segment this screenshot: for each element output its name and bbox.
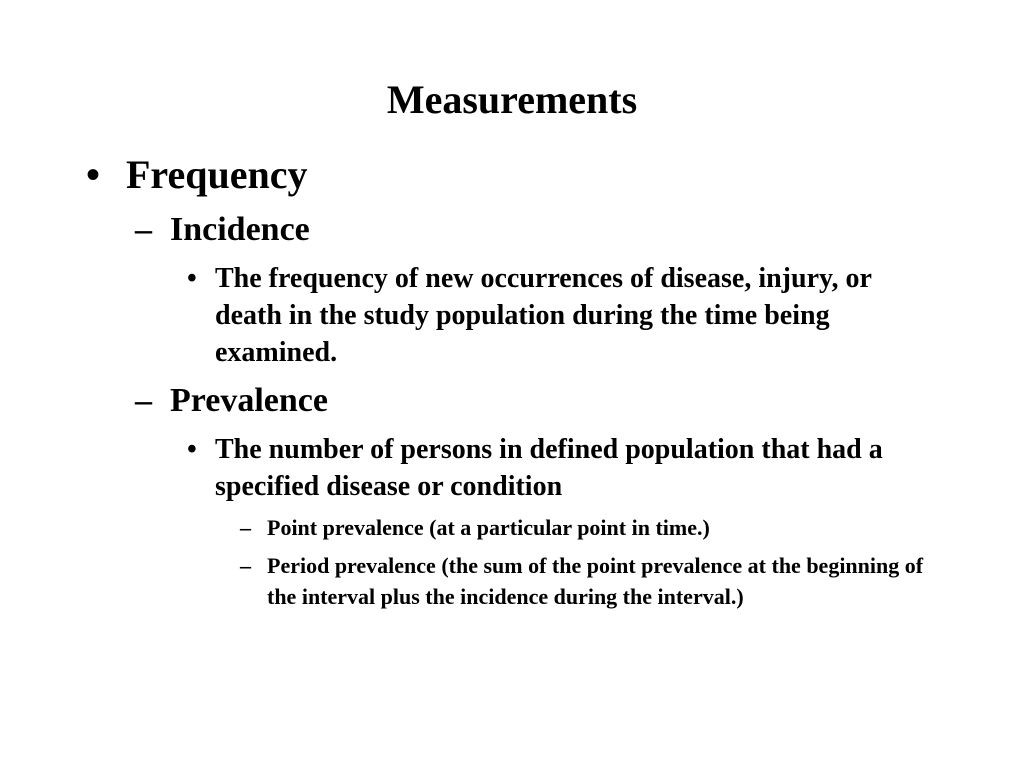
dash-marker: –: [240, 515, 251, 540]
dash-marker: –: [240, 553, 251, 578]
prevalence-definition-text: The number of persons in defined population that had a specified disease or condition: [215, 434, 883, 502]
bullet-marker: •: [86, 152, 101, 197]
bullet-prevalence-definition: [187, 431, 907, 505]
point-prevalence-text: Point prevalence (at a particular point in time.): [267, 515, 710, 540]
dash-marker: –: [135, 382, 152, 419]
dash-marker: –: [135, 211, 152, 248]
bullet-incidence-definition: [187, 260, 907, 371]
bullet-prevalence-text: Prevalence: [170, 382, 328, 419]
period-prevalence-text: Period prevalence (the sum of the point prevalence at the beginning of the interval plus the incidence during the interval.): [267, 553, 924, 609]
bullet-frequency: [86, 152, 307, 198]
slide-title: Measurements: [386, 77, 638, 122]
bullet-incidence: [135, 210, 310, 250]
bullet-marker: •: [187, 263, 197, 294]
bullet-point-prevalence: [240, 512, 930, 543]
bullet-frequency-text: Frequency: [126, 152, 308, 197]
incidence-definition-text: The frequency of new occurrences of disease, injury, or death in the study population during the time being examined.: [215, 263, 872, 368]
bullet-period-prevalence: [240, 550, 930, 612]
bullet-incidence-text: Incidence: [170, 211, 310, 248]
bullet-prevalence: [135, 381, 328, 421]
bullet-marker: •: [187, 434, 197, 465]
